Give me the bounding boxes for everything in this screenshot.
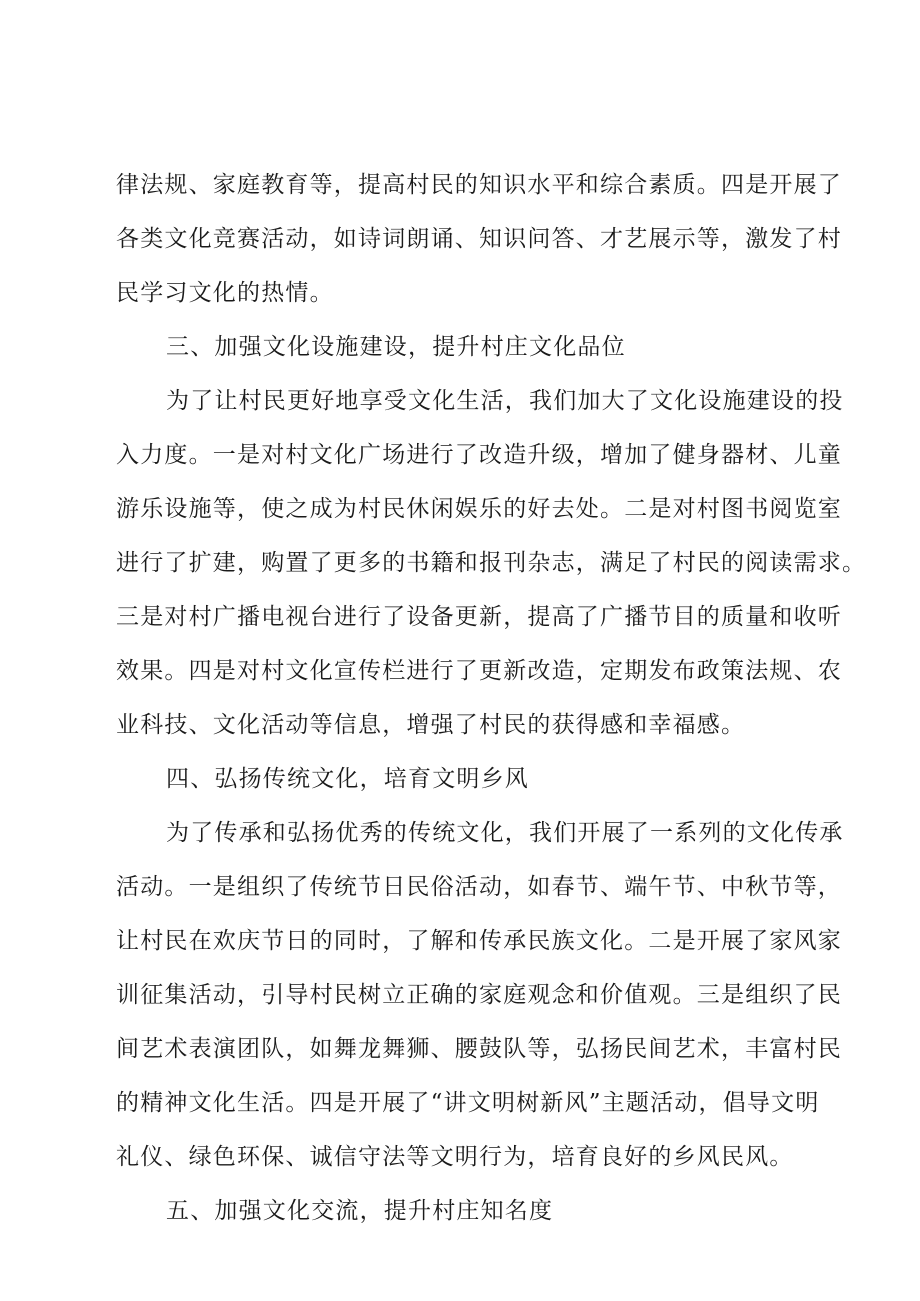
body-text-line: 为了让村民更好地享受文化生活，我们加大了文化设施建设的投 xyxy=(166,388,844,414)
body-text-line: 各类文化竞赛活动，如诗词朗诵、知识问答、才艺展示等，激发了村 xyxy=(116,226,842,252)
body-text-line: 入力度。一是对村文化广场进行了改造升级，增加了健身器材、儿童 xyxy=(116,442,842,468)
body-text-line: 的精神文化生活。四是开展了“讲文明树新风”主题活动，倡导文明 xyxy=(116,1090,820,1116)
body-text-line: 游乐设施等，使之成为村民休闲娱乐的好去处。二是对村图书阅览室 xyxy=(116,496,842,522)
body-text-line: 为了传承和弘扬优秀的传统文化，我们开展了一系列的文化传承 xyxy=(166,820,844,846)
body-text-line: 民学习文化的热情。 xyxy=(116,280,334,306)
section-heading: 四、弘扬传统文化，培育文明乡风 xyxy=(166,766,529,792)
body-text-line: 礼仪、绿色环保、诚信守法等文明行为，培育良好的乡风民风。 xyxy=(116,1144,794,1170)
body-text-line: 让村民在欢庆节日的同时，了解和传承民族文化。二是开展了家风家 xyxy=(116,928,842,954)
section-heading: 三、加强文化设施建设，提升村庄文化品位 xyxy=(166,334,626,360)
body-text-line: 律法规、家庭教育等，提高村民的知识水平和综合素质。四是开展了 xyxy=(116,172,842,198)
body-text-line: 三是对村广播电视台进行了设备更新，提高了广播节目的质量和收听 xyxy=(116,604,842,630)
body-text-line: 效果。四是对村文化宣传栏进行了更新改造，定期发布政策法规、农 xyxy=(116,658,842,684)
body-text-line: 业科技、文化活动等信息，增强了村民的获得感和幸福感。 xyxy=(116,712,746,738)
section-heading: 五、加强文化交流，提升村庄知名度 xyxy=(166,1198,554,1224)
body-text-line: 间艺术表演团队，如舞龙舞狮、腰鼓队等，弘扬民间艺术，丰富村民 xyxy=(116,1036,842,1062)
body-text-line: 训征集活动，引导村民树立正确的家庭观念和价值观。三是组织了民 xyxy=(116,982,842,1008)
body-text-line: 进行了扩建，购置了更多的书籍和报刊杂志，满足了村民的阅读需求。 xyxy=(116,550,867,576)
body-text-line: 活动。一是组织了传统节日民俗活动，如春节、端午节、中秋节等， xyxy=(116,874,842,900)
